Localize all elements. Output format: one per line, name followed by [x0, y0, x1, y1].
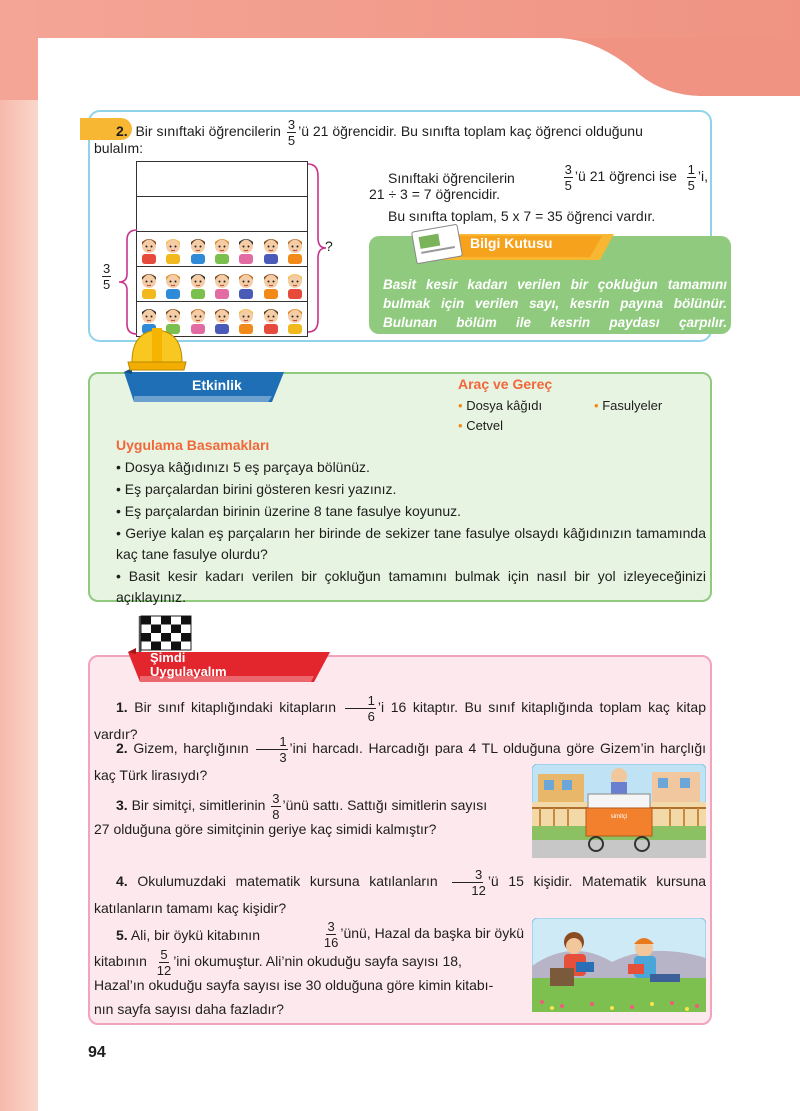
section-2-question: 2. Bir sınıftaki öğrencilerin $\frac{3}{5}$ ’ü 21 öğrencidir. Bu sınıfta toplam kaç öğrenci olduğunu: [116, 117, 643, 148]
tool-item-2: • Fasulyeler: [594, 398, 663, 413]
practice-question-5-line-4: nın sayfa sayısı daha fazladır?: [94, 1001, 284, 1017]
student-face-icon: [236, 269, 256, 299]
student-face-icon: [212, 304, 232, 334]
fraction: $\frac{3}{5}$: [287, 117, 296, 148]
tool-item-1: • Dosya kâğıdı: [458, 398, 543, 413]
step-item: • Dosya kâğıdınızı 5 eş parçaya bölünüz.: [116, 459, 370, 475]
newspaper-icon: [404, 222, 470, 266]
student-face-icon: [188, 304, 208, 334]
student-face-icon: [212, 269, 232, 299]
helmet-icon: [126, 322, 188, 378]
practice-question-3: 3. Bir simitçi, simitlerinin $\frac{3}{8}$ ’ünü sattı. Sattığı simitlerin sayısı: [116, 791, 488, 822]
kids-reading-illustration: [532, 918, 706, 1012]
student-face-icon: [188, 234, 208, 264]
steps-title: Uygulama Basamakları: [116, 437, 270, 453]
practice-title: Şimdi Uygulayalım: [150, 650, 227, 679]
student-face-icon: [261, 269, 281, 299]
practice-question-2: 2. Gizem, harçlığının $\frac{1}{3}$ ’ini harcadı. Harcadığı para 4 TL olduğuna göre Gizem’in harçlığı kaç Türk lirasıydı?: [94, 734, 707, 783]
student-face-icon: [139, 234, 159, 264]
svg-text:simitçi: simitçi: [610, 814, 628, 820]
student-face-icon: [163, 234, 183, 264]
diagram-question-mark: ?: [325, 238, 333, 254]
steps-list: [116, 457, 706, 609]
student-face-icon: [212, 234, 232, 264]
student-face-icon: [285, 234, 305, 264]
diagram-fraction-label: $\frac{3}{5}$: [103, 261, 111, 292]
info-box-title: Bilgi Kutusu: [470, 235, 553, 251]
student-face-icon: [261, 304, 281, 334]
student-face-icon: [285, 269, 305, 299]
diagram-filled-row: [136, 266, 308, 302]
explanation-line-3: Bu sınıfta toplam, 5 x 7 = 35 öğrenci vardır.: [388, 208, 656, 224]
practice-question-5-line-2: kitabının $\frac{5}{12}$ ’ini okumuştur. Ali’nin okuduğu sayfa sayısı 18,: [94, 947, 462, 978]
practice-question-3-cont: 27 olduğuna göre simitçinin geriye kaç simidi kalmıştır?: [94, 821, 437, 837]
header-band: [0, 0, 800, 100]
practice-question-5-line-3: Hazal’ın okuduğu sayfa sayısı ise 30 olduğuna göre kimin kitabı-: [94, 977, 494, 993]
practice-question-5-line-1: 5. Ali, bir öykü kitabının $\frac{3}{16}$ ’ünü, Hazal da başka bir öykü: [116, 919, 524, 950]
info-box-text: Basit kesir kadarı verilen bir çokluğun tamamını bulmak için verilen sayı, kesrin payına bölünür. Bulunan bölüm ile kesrin paydası çarpılır.: [383, 277, 727, 330]
practice-question-4: 4. Okulumuzdaki matematik kursuna katılanların $\frac{3}{12}$ ’ü 15 kişidir. Matematik kursuna katılanların tamamı kaç kişidir?: [94, 867, 707, 916]
student-face-icon: [139, 269, 159, 299]
student-face-icon: [163, 269, 183, 299]
student-face-icon: [285, 304, 305, 334]
simit-seller-illustration: [532, 764, 706, 858]
explanation-line-1: Sınıftaki öğrencilerin $\frac{3}{5}$ ’ü 21 öğrenci ise $\frac{1}{5}$ ’i,: [388, 162, 708, 193]
step-item: • Eş parçalardan birinin üzerine 8 tane fasulye koyunuz.: [116, 503, 461, 519]
practice-question-1: 1. Bir sınıf kitaplığındaki kitapların $\frac{1}{6}$ ’i 16 kitaptır. Bu sınıf kitaplığında toplam kaç kitap vardır?: [94, 693, 707, 742]
step-item: • Geriye kalan eş parçaların her birinde de sekizer tane fasulye olsaydı kâğıdınızın tamamında kaç tane fasulye olurdu?: [116, 525, 706, 562]
diagram-filled-row: [136, 231, 308, 267]
section-2-question-cont: bulalım:: [94, 140, 144, 156]
student-face-icon: [261, 234, 281, 264]
tools-title: Araç ve Gereç: [458, 376, 553, 392]
student-face-icon: [188, 269, 208, 299]
explanation-line-2: 21 ÷ 3 = 7 öğrencidir.: [369, 186, 501, 202]
tool-item-3: • Cetvel: [458, 418, 504, 433]
question-number: 2.: [116, 123, 128, 140]
page-number: 94: [88, 1044, 106, 1061]
left-brace: [115, 228, 141, 336]
step-item: • Eş parçalardan birini gösteren kesri yazınız.: [116, 481, 397, 497]
student-face-icon: [236, 234, 256, 264]
activity-title: Etkinlik: [192, 377, 242, 393]
diagram-empty-row-1: [136, 161, 308, 197]
student-face-icon: [236, 304, 256, 334]
diagram-empty-row-2: [136, 196, 308, 232]
step-item: • Basit kesir kadarı verilen bir çokluğun tamamını bulmak için nasıl bir yol izleyeceğinizi açıklayınız.: [116, 568, 706, 605]
